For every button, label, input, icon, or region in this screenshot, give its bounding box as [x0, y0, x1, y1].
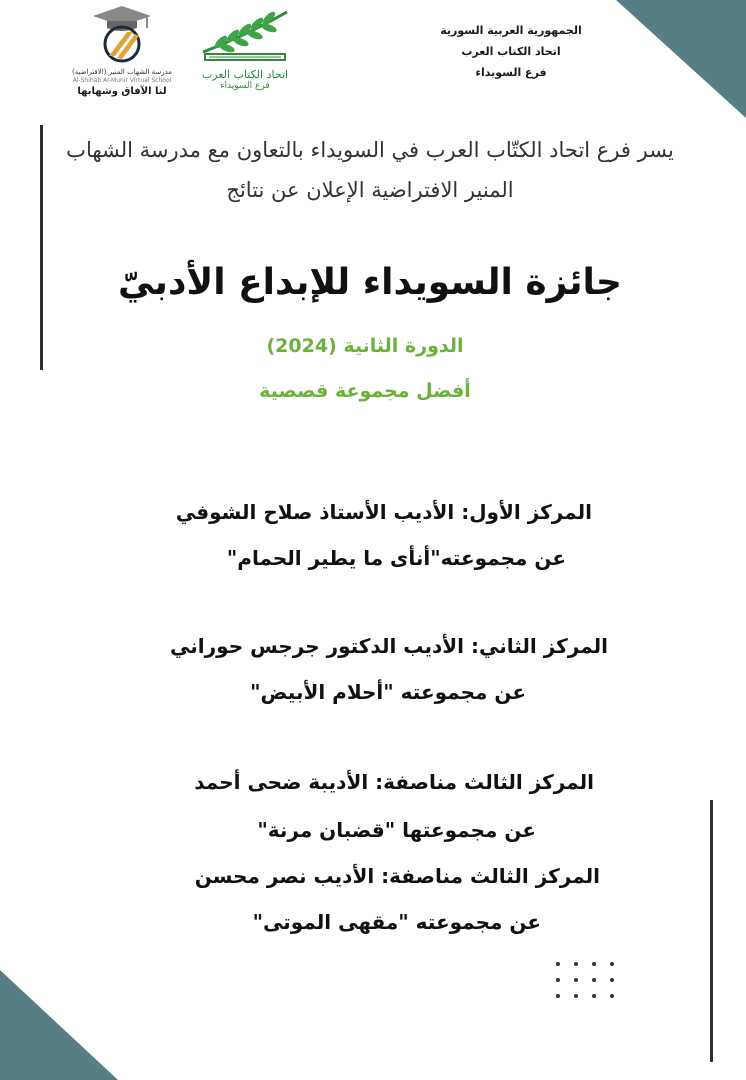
announcement-intro: يسر فرع اتحاد الكتّاب العرب في السويداء بالتعاون مع مدرسة الشهاب المنير الافتراضية الإعلان عن نتائج — [66, 138, 674, 202]
letterhead-country: الجمهورية العربية السورية — [440, 24, 582, 37]
corner-decoration-top-right — [616, 0, 746, 118]
school-name: مدرسة الشهاب المنير (الافتراضية) — [71, 68, 173, 76]
prize-title: جائزة السويداء للإبداع الأدبيّ — [118, 262, 622, 303]
letterhead-branch: فرع السويداء — [475, 66, 547, 79]
writers-union-logo — [190, 6, 300, 106]
winner-1-place: المركز الأول: الأديب الأستاذ صلاح الشوفي — [175, 500, 592, 524]
winner-2-place: المركز الثاني: الأديب الدكتور جرجس حوراني — [170, 634, 608, 658]
school-logo — [62, 4, 182, 99]
writers-union-branch: فرع السويداء — [220, 81, 270, 91]
winner-1-work: عن مجموعته"أنأى ما يطير الحمام" — [226, 546, 566, 570]
winner-3b-work: عن مجموعته "مقهى الموتى" — [252, 910, 541, 934]
letterhead — [426, 20, 596, 83]
winner-3b-place: المركز الثالث مناصفة: الأديب نصر محسن — [194, 864, 600, 888]
winner-3a-work: عن مجموعتها "قضبان مرنة" — [257, 818, 536, 842]
corner-decoration-bottom-left — [0, 970, 118, 1080]
school-name-english: Al-Shihab Al-Munir Virtual School — [72, 77, 172, 84]
winner-3a-place: المركز الثالث مناصفة: الأديبة ضحى أحمد — [194, 770, 594, 794]
prize-session: الدورة الثانية (2024) — [266, 335, 464, 357]
school-slogan: لنا الآفاق وشهابها — [77, 86, 167, 97]
winner-2-work: عن مجموعته "أحلام الأبيض" — [250, 680, 526, 704]
writers-union-caption: اتحاد الكتاب العرب — [201, 68, 289, 81]
dot-grid-decoration — [556, 962, 628, 1010]
graduation-cap-icon — [87, 4, 157, 64]
vertical-rule-right — [710, 800, 713, 1062]
vertical-rule-left — [40, 125, 43, 370]
laurel-book-icon — [195, 6, 295, 64]
letterhead-union: اتحاد الكتاب العرب — [461, 45, 561, 58]
prize-category: أفضل مجموعة قصصية — [259, 380, 471, 402]
